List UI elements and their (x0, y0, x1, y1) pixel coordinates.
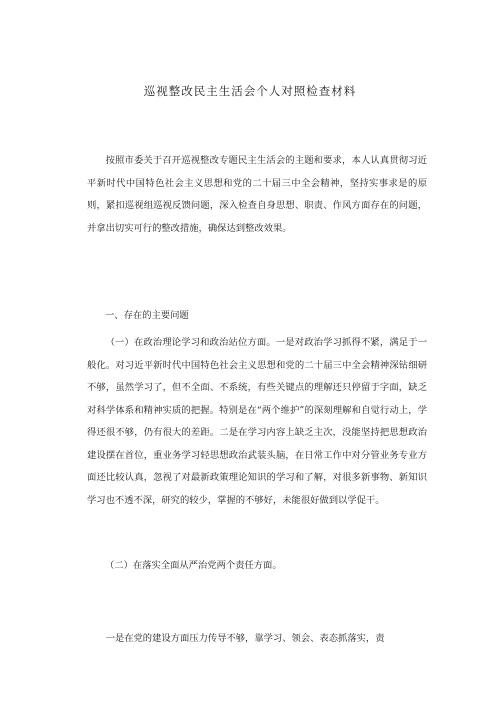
document-title: 巡视整改民主生活会个人对照检查材料 (143, 84, 357, 98)
intro-paragraph: 按照市委关于召开巡视整改专题民主生活会的主题和要求，本人认真贯彻习近平新时代中国特色社会主义思想和党的二十届三中全会精神，坚持实事求是的原则，紧扣巡视组巡视反馈问题，深入检查自身思想、职责、作风方面存在的问题，并拿出切实可行的整改措施，确保达到整改效果。 (87, 155, 427, 234)
body-paragraph-1: （一）在政治理论学习和政治站位方面。一是对政治学习抓得不紧，满足于一般化。对习近平新时代中国特色社会主义思想和党的二十届三中全会精神深钻细研不够，虽然学习了，但不全面、不系统，有些关键点的理解还只停留于字面，缺乏对科学体系和精神实质的把握。特别是在“两个维护”的深刻理解和自觉行动上，学得还很不够，仍有很大的差距。二是在学习内容上缺乏主次，没能坚持把思想政治建设摆在首位，重业务学习轻思想政治武装头脑，在日常工作中对分管业务专业方面还比较认真，忽视了对最新政策理论知识的学习和了解，对很多新事物、新知识学习也不透不深，研究的较少，掌握的不够好，未能很好做到以学促干。 (87, 337, 427, 506)
section-heading: 一、存在的主要问题 (105, 310, 189, 321)
subsection-heading: （二）在落实全面从严治党两个责任方面。 (105, 560, 282, 571)
body-paragraph-2: 一是在党的建设方面压力传导不够，靠学习、领会、表态抓落实，责 (105, 633, 385, 644)
